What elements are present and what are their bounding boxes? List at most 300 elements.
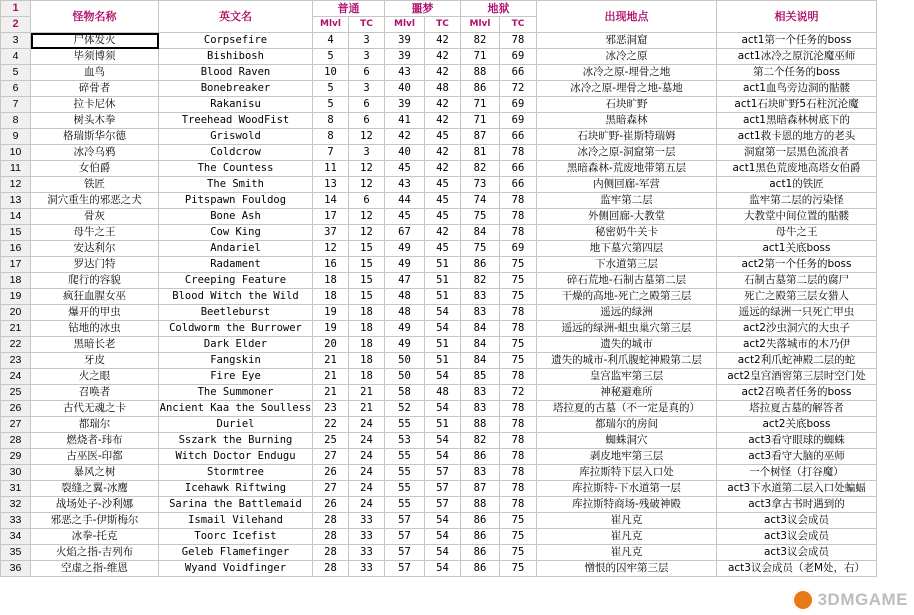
notes-cell[interactable]: 塔拉夏古墓的解答者 — [717, 401, 877, 417]
monster-name-cn-cell[interactable]: 安达利尔 — [31, 241, 159, 257]
notes-cell[interactable]: act3看守大脑的巫师 — [717, 449, 877, 465]
location-cell[interactable]: 外侧回廊-大教堂 — [537, 209, 717, 225]
row-number[interactable]: 10 — [1, 145, 31, 161]
monster-name-cn-cell[interactable]: 铁匠 — [31, 177, 159, 193]
nightmare-tc-cell[interactable]: 51 — [425, 273, 461, 289]
row-number[interactable]: 11 — [1, 161, 31, 177]
normal-mlvl-cell[interactable]: 25 — [313, 433, 349, 449]
normal-mlvl-cell[interactable]: 11 — [313, 161, 349, 177]
hell-mlvl-cell[interactable]: 86 — [461, 513, 500, 529]
nightmare-tc-cell[interactable]: 42 — [425, 97, 461, 113]
nightmare-mlvl-cell[interactable]: 55 — [385, 481, 425, 497]
normal-mlvl-cell[interactable]: 27 — [313, 481, 349, 497]
monster-name-en-cell[interactable]: Witch Doctor Endugu — [159, 449, 313, 465]
monster-name-en-cell[interactable]: Cow King — [159, 225, 313, 241]
hell-mlvl-cell[interactable]: 83 — [461, 385, 500, 401]
hell-tc-cell[interactable]: 75 — [500, 257, 537, 273]
monster-name-en-cell[interactable]: Blood Raven — [159, 65, 313, 81]
hell-mlvl-cell[interactable]: 82 — [461, 433, 500, 449]
nightmare-mlvl-cell[interactable]: 55 — [385, 497, 425, 513]
row-number[interactable]: 18 — [1, 273, 31, 289]
normal-tc-cell[interactable]: 12 — [349, 225, 385, 241]
nightmare-tc-cell[interactable]: 42 — [425, 145, 461, 161]
nightmare-tc-cell[interactable]: 54 — [425, 305, 461, 321]
monster-name-en-cell[interactable]: Duriel — [159, 417, 313, 433]
monster-name-en-cell[interactable]: Wyand Voidfinger — [159, 561, 313, 577]
nightmare-mlvl-cell[interactable]: 42 — [385, 129, 425, 145]
hell-tc-cell[interactable]: 78 — [500, 481, 537, 497]
location-cell[interactable]: 塔拉夏的古墓（不一定是真的） — [537, 401, 717, 417]
hell-mlvl-cell[interactable]: 81 — [461, 145, 500, 161]
nightmare-tc-cell[interactable]: 57 — [425, 497, 461, 513]
hell-mlvl-cell[interactable]: 82 — [461, 33, 500, 49]
normal-mlvl-cell[interactable]: 21 — [313, 369, 349, 385]
hell-mlvl-cell[interactable]: 86 — [461, 81, 500, 97]
monster-name-cn-cell[interactable]: 血鸟 — [31, 65, 159, 81]
hell-tc-cell[interactable]: 66 — [500, 177, 537, 193]
nightmare-mlvl-cell[interactable]: 44 — [385, 193, 425, 209]
nightmare-mlvl-cell[interactable]: 57 — [385, 561, 425, 577]
hell-tc-cell[interactable]: 69 — [500, 241, 537, 257]
nightmare-mlvl-cell[interactable]: 57 — [385, 513, 425, 529]
hell-tc-cell[interactable]: 75 — [500, 513, 537, 529]
row-number[interactable]: 25 — [1, 385, 31, 401]
nightmare-mlvl-cell[interactable]: 49 — [385, 321, 425, 337]
nightmare-mlvl-cell[interactable]: 43 — [385, 65, 425, 81]
hell-mlvl-cell[interactable]: 84 — [461, 321, 500, 337]
monster-name-en-cell[interactable]: Ismail Vilehand — [159, 513, 313, 529]
normal-mlvl-cell[interactable]: 10 — [313, 65, 349, 81]
location-cell[interactable]: 监牢第二层 — [537, 193, 717, 209]
hell-mlvl-cell[interactable]: 83 — [461, 465, 500, 481]
nightmare-mlvl-cell[interactable]: 40 — [385, 81, 425, 97]
nightmare-tc-cell[interactable]: 54 — [425, 433, 461, 449]
monster-name-cn-cell[interactable]: 冰拳-托克 — [31, 529, 159, 545]
monster-name-en-cell[interactable]: The Smith — [159, 177, 313, 193]
row-number[interactable]: 8 — [1, 113, 31, 129]
location-cell[interactable]: 库拉斯特-下水道第一层 — [537, 481, 717, 497]
notes-cell[interactable]: 洞窟第一层黑色流浪者 — [717, 145, 877, 161]
location-cell[interactable]: 崔凡克 — [537, 545, 717, 561]
nightmare-tc-cell[interactable]: 45 — [425, 129, 461, 145]
notes-cell[interactable]: act2第一个任务的boss — [717, 257, 877, 273]
monster-name-en-cell[interactable]: Sarina the Battlemaid — [159, 497, 313, 513]
normal-tc-cell[interactable]: 3 — [349, 33, 385, 49]
hell-mlvl-cell[interactable]: 87 — [461, 129, 500, 145]
notes-cell[interactable]: act1第一个任务的boss — [717, 33, 877, 49]
location-cell[interactable]: 冰冷之原-埋骨之地-墓地 — [537, 81, 717, 97]
monster-name-en-cell[interactable]: Bone Ash — [159, 209, 313, 225]
normal-tc-cell[interactable]: 3 — [349, 145, 385, 161]
notes-cell[interactable]: act1救卡恩的地方的老头 — [717, 129, 877, 145]
normal-mlvl-cell[interactable]: 7 — [313, 145, 349, 161]
normal-tc-cell[interactable]: 3 — [349, 81, 385, 97]
nightmare-mlvl-cell[interactable]: 58 — [385, 385, 425, 401]
notes-cell[interactable]: act2沙虫洞穴的大虫子 — [717, 321, 877, 337]
monster-name-cn-cell[interactable]: 洞穴重生的邪恶之犬 — [31, 193, 159, 209]
nightmare-tc-cell[interactable]: 54 — [425, 369, 461, 385]
hell-mlvl-cell[interactable]: 88 — [461, 497, 500, 513]
row-number[interactable]: 35 — [1, 545, 31, 561]
row-number[interactable]: 34 — [1, 529, 31, 545]
notes-cell[interactable]: act1黑色荒废地高塔女伯爵 — [717, 161, 877, 177]
location-cell[interactable]: 邪恶洞窟 — [537, 33, 717, 49]
normal-mlvl-cell[interactable]: 26 — [313, 465, 349, 481]
nightmare-tc-cell[interactable]: 54 — [425, 321, 461, 337]
hell-mlvl-cell[interactable]: 82 — [461, 273, 500, 289]
normal-tc-cell[interactable]: 6 — [349, 193, 385, 209]
nightmare-tc-cell[interactable]: 45 — [425, 241, 461, 257]
normal-mlvl-cell[interactable]: 19 — [313, 321, 349, 337]
header-normal-mlvl[interactable]: Mlvl — [313, 17, 349, 33]
row-number[interactable]: 1 — [1, 1, 31, 17]
hell-mlvl-cell[interactable]: 71 — [461, 97, 500, 113]
nightmare-mlvl-cell[interactable]: 57 — [385, 529, 425, 545]
monster-name-en-cell[interactable]: Icehawk Riftwing — [159, 481, 313, 497]
normal-mlvl-cell[interactable]: 17 — [313, 209, 349, 225]
normal-tc-cell[interactable]: 15 — [349, 257, 385, 273]
row-number[interactable]: 31 — [1, 481, 31, 497]
row-number[interactable]: 27 — [1, 417, 31, 433]
hell-mlvl-cell[interactable]: 83 — [461, 401, 500, 417]
normal-tc-cell[interactable]: 33 — [349, 513, 385, 529]
hell-tc-cell[interactable]: 78 — [500, 321, 537, 337]
notes-cell[interactable]: act1的铁匠 — [717, 177, 877, 193]
hell-mlvl-cell[interactable]: 74 — [461, 193, 500, 209]
monster-name-cn-cell[interactable]: 罗达门特 — [31, 257, 159, 273]
normal-mlvl-cell[interactable]: 28 — [313, 513, 349, 529]
monster-name-cn-cell[interactable]: 暴风之树 — [31, 465, 159, 481]
hell-tc-cell[interactable]: 66 — [500, 65, 537, 81]
nightmare-tc-cell[interactable]: 42 — [425, 225, 461, 241]
monster-name-en-cell[interactable]: Fangskin — [159, 353, 313, 369]
notes-cell[interactable]: act3议会成员 — [717, 529, 877, 545]
row-number[interactable]: 29 — [1, 449, 31, 465]
notes-cell[interactable]: act1石块旷野5石柱沉沦魔 — [717, 97, 877, 113]
location-cell[interactable]: 黑暗森林-荒废地带第五层 — [537, 161, 717, 177]
monster-name-cn-cell[interactable]: 爬行的容貌 — [31, 273, 159, 289]
normal-tc-cell[interactable]: 18 — [349, 353, 385, 369]
hell-tc-cell[interactable]: 78 — [500, 449, 537, 465]
nightmare-tc-cell[interactable]: 51 — [425, 417, 461, 433]
row-number[interactable]: 6 — [1, 81, 31, 97]
monster-name-cn-cell[interactable]: 格瑞斯华尔德 — [31, 129, 159, 145]
normal-tc-cell[interactable]: 12 — [349, 161, 385, 177]
normal-mlvl-cell[interactable]: 18 — [313, 273, 349, 289]
nightmare-tc-cell[interactable]: 51 — [425, 257, 461, 273]
normal-tc-cell[interactable]: 21 — [349, 401, 385, 417]
monster-name-cn-cell[interactable]: 毕须博须 — [31, 49, 159, 65]
header-name-cn[interactable]: 怪物名称 — [31, 1, 159, 33]
hell-tc-cell[interactable]: 78 — [500, 401, 537, 417]
row-number[interactable]: 5 — [1, 65, 31, 81]
location-cell[interactable]: 剥皮地牢第三层 — [537, 449, 717, 465]
location-cell[interactable]: 碎石荒地-石制古墓第二层 — [537, 273, 717, 289]
normal-tc-cell[interactable]: 18 — [349, 305, 385, 321]
header-hell[interactable]: 地狱 — [461, 1, 537, 17]
hell-tc-cell[interactable]: 75 — [500, 353, 537, 369]
nightmare-mlvl-cell[interactable]: 49 — [385, 257, 425, 273]
hell-tc-cell[interactable]: 78 — [500, 417, 537, 433]
location-cell[interactable]: 黑暗森林 — [537, 113, 717, 129]
nightmare-tc-cell[interactable]: 42 — [425, 113, 461, 129]
notes-cell[interactable]: 母牛之王 — [717, 225, 877, 241]
normal-mlvl-cell[interactable]: 26 — [313, 497, 349, 513]
row-number[interactable]: 32 — [1, 497, 31, 513]
nightmare-tc-cell[interactable]: 45 — [425, 193, 461, 209]
monster-name-cn-cell[interactable]: 邪恶之手-伊斯梅尔 — [31, 513, 159, 529]
normal-mlvl-cell[interactable]: 20 — [313, 337, 349, 353]
monster-name-cn-cell[interactable]: 女伯爵 — [31, 161, 159, 177]
row-number[interactable]: 12 — [1, 177, 31, 193]
nightmare-tc-cell[interactable]: 54 — [425, 561, 461, 577]
notes-cell[interactable]: 一个树怪（打谷魔） — [717, 465, 877, 481]
normal-tc-cell[interactable]: 12 — [349, 177, 385, 193]
row-number[interactable]: 15 — [1, 225, 31, 241]
hell-mlvl-cell[interactable]: 86 — [461, 545, 500, 561]
location-cell[interactable]: 憎恨的囚牢第三层 — [537, 561, 717, 577]
nightmare-tc-cell[interactable]: 42 — [425, 161, 461, 177]
hell-tc-cell[interactable]: 69 — [500, 113, 537, 129]
normal-tc-cell[interactable]: 24 — [349, 497, 385, 513]
location-cell[interactable]: 遥远的绿洲-蛆虫巢穴第三层 — [537, 321, 717, 337]
monster-name-en-cell[interactable]: The Summoner — [159, 385, 313, 401]
location-cell[interactable]: 遗失的城市-利爪腹蛇神殿第二层 — [537, 353, 717, 369]
hell-tc-cell[interactable]: 69 — [500, 97, 537, 113]
header-normal[interactable]: 普通 — [313, 1, 385, 17]
monster-name-en-cell[interactable]: Radament — [159, 257, 313, 273]
monster-name-en-cell[interactable]: Bishibosh — [159, 49, 313, 65]
row-number[interactable]: 20 — [1, 305, 31, 321]
hell-mlvl-cell[interactable]: 86 — [461, 529, 500, 545]
normal-mlvl-cell[interactable]: 4 — [313, 33, 349, 49]
monster-name-cn-cell[interactable]: 燃烧者-玮布 — [31, 433, 159, 449]
hell-tc-cell[interactable]: 78 — [500, 497, 537, 513]
hell-tc-cell[interactable]: 75 — [500, 273, 537, 289]
monster-name-cn-cell[interactable]: 钻地的冰虫 — [31, 321, 159, 337]
nightmare-mlvl-cell[interactable]: 55 — [385, 449, 425, 465]
location-cell[interactable]: 秘密奶牛关卡 — [537, 225, 717, 241]
hell-tc-cell[interactable]: 75 — [500, 337, 537, 353]
row-number[interactable]: 28 — [1, 433, 31, 449]
notes-cell[interactable]: act1黑暗森林树底下的 — [717, 113, 877, 129]
nightmare-mlvl-cell[interactable]: 48 — [385, 305, 425, 321]
monster-name-en-cell[interactable]: Dark Elder — [159, 337, 313, 353]
nightmare-tc-cell[interactable]: 54 — [425, 449, 461, 465]
hell-tc-cell[interactable]: 78 — [500, 33, 537, 49]
location-cell[interactable]: 冰冷之原-洞窟第一层 — [537, 145, 717, 161]
header-location[interactable]: 出现地点 — [537, 1, 717, 33]
notes-cell[interactable]: 第二个任务的boss — [717, 65, 877, 81]
header-hell-mlvl[interactable]: Mlvl — [461, 17, 500, 33]
notes-cell[interactable]: act3议会成员（老M处，右） — [717, 561, 877, 577]
location-cell[interactable]: 库拉斯特商场-残破神殿 — [537, 497, 717, 513]
normal-mlvl-cell[interactable]: 14 — [313, 193, 349, 209]
nightmare-mlvl-cell[interactable]: 45 — [385, 161, 425, 177]
hell-mlvl-cell[interactable]: 83 — [461, 305, 500, 321]
row-number[interactable]: 16 — [1, 241, 31, 257]
notes-cell[interactable]: 监牢第二层的污染怪 — [717, 193, 877, 209]
hell-mlvl-cell[interactable]: 71 — [461, 49, 500, 65]
location-cell[interactable]: 皇宫监牢第三层 — [537, 369, 717, 385]
nightmare-mlvl-cell[interactable]: 41 — [385, 113, 425, 129]
monster-name-en-cell[interactable]: Rakanisu — [159, 97, 313, 113]
monster-name-en-cell[interactable]: Stormtree — [159, 465, 313, 481]
normal-mlvl-cell[interactable]: 12 — [313, 241, 349, 257]
nightmare-mlvl-cell[interactable]: 40 — [385, 145, 425, 161]
hell-tc-cell[interactable]: 66 — [500, 129, 537, 145]
notes-cell[interactable]: act2利爪蛇神殿二层的蛇 — [717, 353, 877, 369]
nightmare-tc-cell[interactable]: 48 — [425, 81, 461, 97]
normal-tc-cell[interactable]: 6 — [349, 113, 385, 129]
hell-tc-cell[interactable]: 75 — [500, 289, 537, 305]
row-number[interactable]: 2 — [1, 17, 31, 33]
hell-tc-cell[interactable]: 78 — [500, 145, 537, 161]
normal-mlvl-cell[interactable]: 18 — [313, 289, 349, 305]
normal-mlvl-cell[interactable]: 21 — [313, 353, 349, 369]
hell-mlvl-cell[interactable]: 71 — [461, 113, 500, 129]
normal-tc-cell[interactable]: 18 — [349, 321, 385, 337]
location-cell[interactable]: 神秘避难所 — [537, 385, 717, 401]
monster-name-cn-cell[interactable]: 空虚之指-维恩 — [31, 561, 159, 577]
nightmare-tc-cell[interactable]: 57 — [425, 481, 461, 497]
notes-cell[interactable]: act1血鸟旁边洞的骷髅 — [717, 81, 877, 97]
location-cell[interactable]: 遗失的城市 — [537, 337, 717, 353]
nightmare-mlvl-cell[interactable]: 45 — [385, 209, 425, 225]
monster-name-en-cell[interactable]: Creeping Feature — [159, 273, 313, 289]
nightmare-mlvl-cell[interactable]: 52 — [385, 401, 425, 417]
normal-tc-cell[interactable]: 3 — [349, 49, 385, 65]
monster-name-en-cell[interactable]: Blood Witch the Wild — [159, 289, 313, 305]
hell-mlvl-cell[interactable]: 87 — [461, 481, 500, 497]
monster-name-en-cell[interactable]: Fire Eye — [159, 369, 313, 385]
hell-tc-cell[interactable]: 69 — [500, 49, 537, 65]
location-cell[interactable]: 崔凡克 — [537, 529, 717, 545]
nightmare-mlvl-cell[interactable]: 50 — [385, 353, 425, 369]
row-number[interactable]: 17 — [1, 257, 31, 273]
nightmare-mlvl-cell[interactable]: 55 — [385, 417, 425, 433]
hell-mlvl-cell[interactable]: 85 — [461, 369, 500, 385]
hell-mlvl-cell[interactable]: 84 — [461, 337, 500, 353]
monster-name-cn-cell[interactable]: 黑暗长老 — [31, 337, 159, 353]
nightmare-tc-cell[interactable]: 54 — [425, 545, 461, 561]
normal-mlvl-cell[interactable]: 16 — [313, 257, 349, 273]
hell-tc-cell[interactable]: 78 — [500, 209, 537, 225]
nightmare-mlvl-cell[interactable]: 47 — [385, 273, 425, 289]
notes-cell[interactable]: 石制古墓第二层的腐尸 — [717, 273, 877, 289]
location-cell[interactable]: 蜘蛛洞穴 — [537, 433, 717, 449]
nightmare-mlvl-cell[interactable]: 57 — [385, 545, 425, 561]
location-cell[interactable]: 崔凡克 — [537, 513, 717, 529]
monster-name-en-cell[interactable]: Andariel — [159, 241, 313, 257]
normal-tc-cell[interactable]: 24 — [349, 433, 385, 449]
nightmare-mlvl-cell[interactable]: 55 — [385, 465, 425, 481]
location-cell[interactable]: 库拉斯特下层入口处 — [537, 465, 717, 481]
hell-tc-cell[interactable]: 78 — [500, 225, 537, 241]
hell-tc-cell[interactable]: 78 — [500, 193, 537, 209]
notes-cell[interactable]: act2召唤者任务的boss — [717, 385, 877, 401]
location-cell[interactable]: 下水道第三层 — [537, 257, 717, 273]
normal-mlvl-cell[interactable]: 28 — [313, 529, 349, 545]
monster-name-cn-cell[interactable]: 古代无魂之卡 — [31, 401, 159, 417]
monster-name-en-cell[interactable]: Beetleburst — [159, 305, 313, 321]
hell-tc-cell[interactable]: 72 — [500, 81, 537, 97]
header-nightmare-tc[interactable]: TC — [425, 17, 461, 33]
monster-name-en-cell[interactable]: Coldcrow — [159, 145, 313, 161]
hell-tc-cell[interactable]: 78 — [500, 465, 537, 481]
row-number[interactable]: 24 — [1, 369, 31, 385]
normal-tc-cell[interactable]: 6 — [349, 65, 385, 81]
nightmare-mlvl-cell[interactable]: 53 — [385, 433, 425, 449]
hell-tc-cell[interactable]: 66 — [500, 161, 537, 177]
monster-name-cn-cell[interactable]: 碎骨者 — [31, 81, 159, 97]
header-nightmare-mlvl[interactable]: Mlvl — [385, 17, 425, 33]
nightmare-tc-cell[interactable]: 51 — [425, 353, 461, 369]
nightmare-tc-cell[interactable]: 54 — [425, 401, 461, 417]
nightmare-tc-cell[interactable]: 54 — [425, 513, 461, 529]
normal-mlvl-cell[interactable]: 23 — [313, 401, 349, 417]
normal-tc-cell[interactable]: 33 — [349, 545, 385, 561]
row-number[interactable]: 26 — [1, 401, 31, 417]
normal-tc-cell[interactable]: 33 — [349, 561, 385, 577]
nightmare-mlvl-cell[interactable]: 50 — [385, 369, 425, 385]
location-cell[interactable]: 内侧回廊-军营 — [537, 177, 717, 193]
header-nightmare[interactable]: 噩梦 — [385, 1, 461, 17]
monster-name-cn-cell[interactable]: 战场处子-沙利娜 — [31, 497, 159, 513]
monster-name-cn-cell[interactable]: 骨灰 — [31, 209, 159, 225]
normal-tc-cell[interactable]: 24 — [349, 481, 385, 497]
row-number[interactable]: 14 — [1, 209, 31, 225]
normal-mlvl-cell[interactable]: 27 — [313, 449, 349, 465]
location-cell[interactable]: 冰冷之原-埋骨之地 — [537, 65, 717, 81]
normal-mlvl-cell[interactable]: 28 — [313, 545, 349, 561]
hell-tc-cell[interactable]: 78 — [500, 433, 537, 449]
nightmare-mlvl-cell[interactable]: 43 — [385, 177, 425, 193]
monster-name-en-cell[interactable]: Pitspawn Fouldog — [159, 193, 313, 209]
hell-mlvl-cell[interactable]: 86 — [461, 561, 500, 577]
notes-cell[interactable]: act1关底boss — [717, 241, 877, 257]
normal-tc-cell[interactable]: 15 — [349, 289, 385, 305]
normal-mlvl-cell[interactable]: 5 — [313, 81, 349, 97]
monster-name-cn-cell[interactable]: 召唤者 — [31, 385, 159, 401]
monster-name-en-cell[interactable]: Geleb Flamefinger — [159, 545, 313, 561]
row-number[interactable]: 19 — [1, 289, 31, 305]
nightmare-tc-cell[interactable]: 54 — [425, 529, 461, 545]
normal-tc-cell[interactable]: 15 — [349, 241, 385, 257]
hell-mlvl-cell[interactable]: 75 — [461, 241, 500, 257]
monster-name-cn-cell[interactable]: 尸体发火 — [31, 33, 159, 49]
hell-tc-cell[interactable]: 75 — [500, 545, 537, 561]
monster-name-cn-cell[interactable]: 冰冷乌鸦 — [31, 145, 159, 161]
nightmare-tc-cell[interactable]: 45 — [425, 177, 461, 193]
row-number[interactable]: 33 — [1, 513, 31, 529]
monster-name-cn-cell[interactable]: 爆开的甲虫 — [31, 305, 159, 321]
nightmare-tc-cell[interactable]: 48 — [425, 385, 461, 401]
monster-name-en-cell[interactable]: Coldworm the Burrower — [159, 321, 313, 337]
monster-name-cn-cell[interactable]: 树头木拳 — [31, 113, 159, 129]
row-number[interactable]: 7 — [1, 97, 31, 113]
nightmare-mlvl-cell[interactable]: 39 — [385, 33, 425, 49]
monster-name-cn-cell[interactable]: 疯狂血腥女巫 — [31, 289, 159, 305]
normal-tc-cell[interactable]: 18 — [349, 369, 385, 385]
nightmare-mlvl-cell[interactable]: 39 — [385, 97, 425, 113]
normal-tc-cell[interactable]: 24 — [349, 449, 385, 465]
hell-mlvl-cell[interactable]: 88 — [461, 417, 500, 433]
normal-mlvl-cell[interactable]: 13 — [313, 177, 349, 193]
normal-tc-cell[interactable]: 24 — [349, 417, 385, 433]
header-notes[interactable]: 相关说明 — [717, 1, 877, 33]
hell-mlvl-cell[interactable]: 83 — [461, 289, 500, 305]
